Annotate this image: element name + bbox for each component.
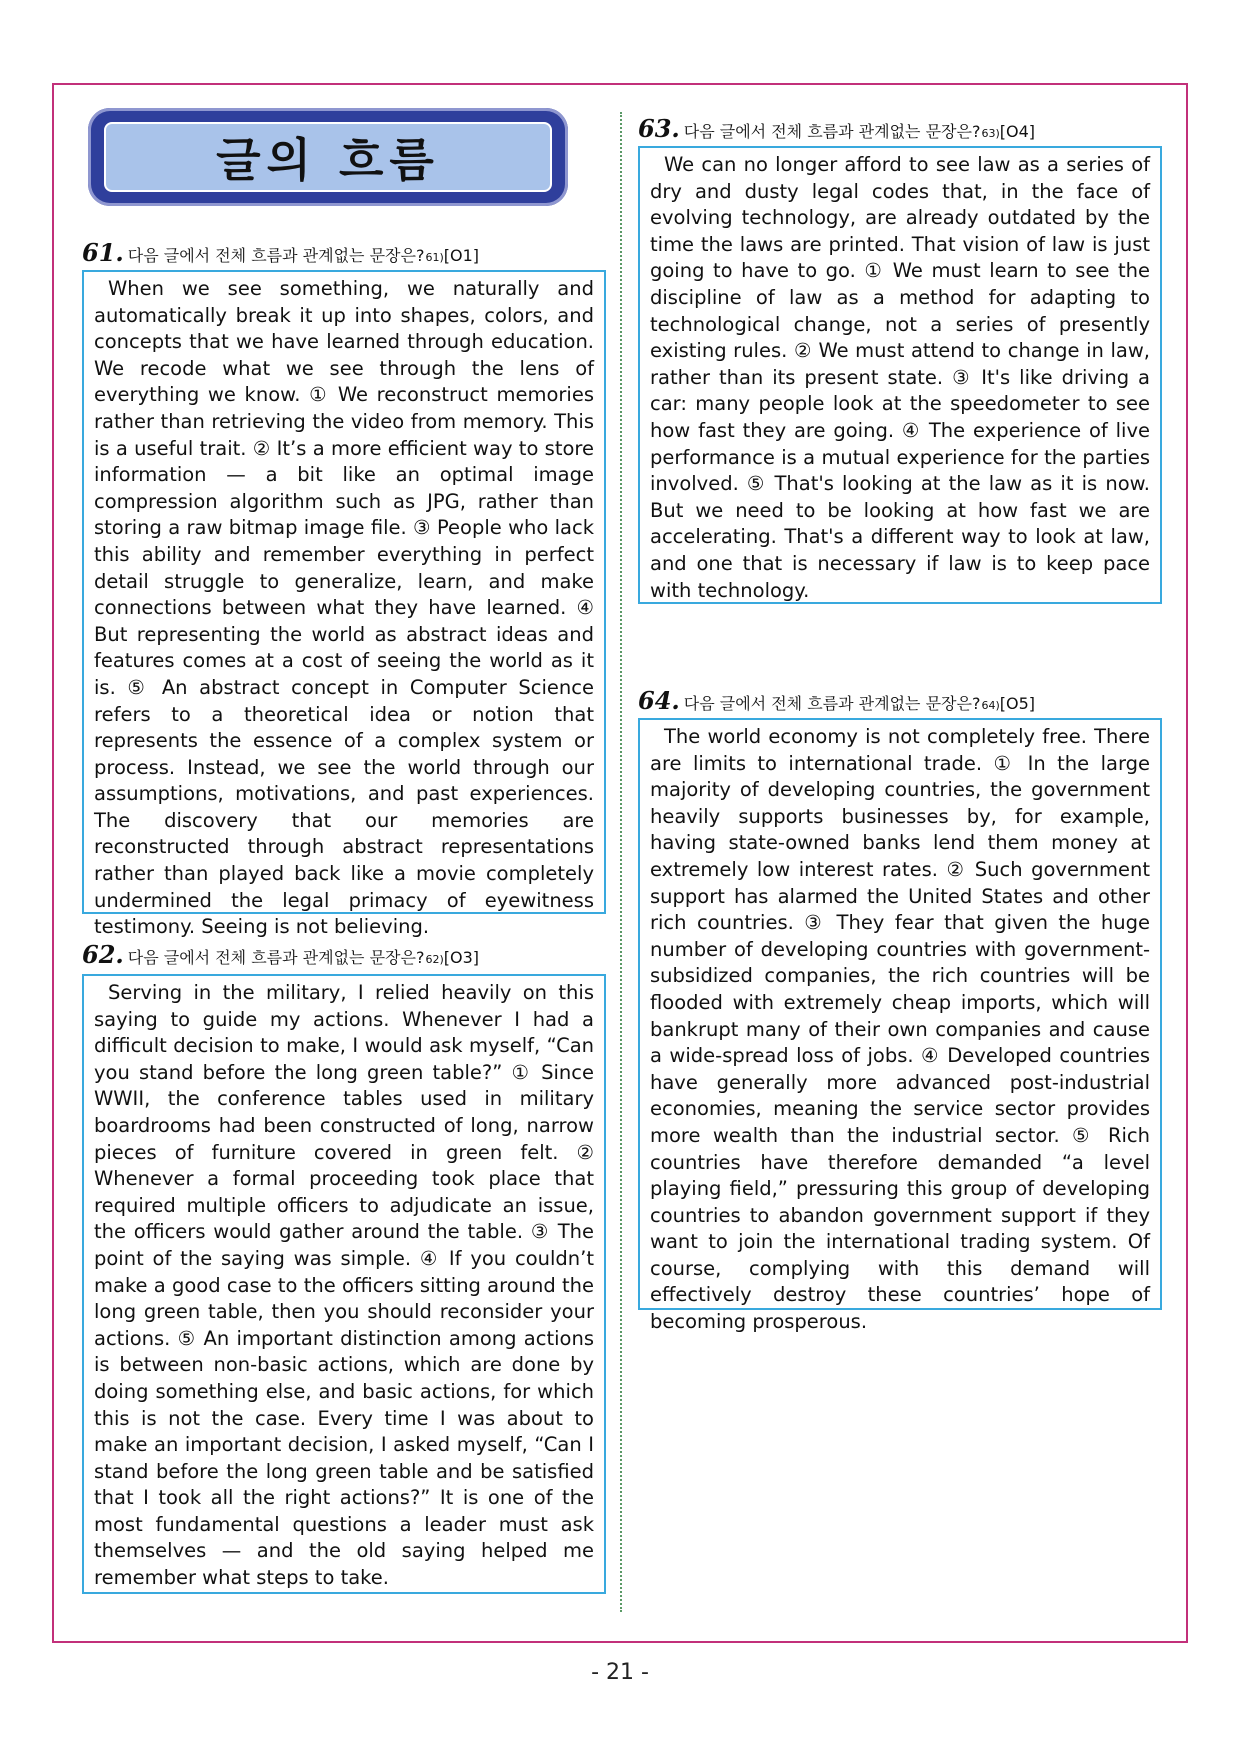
question-prompt: 다음 글에서 전체 흐름과 관계없는 문장은? xyxy=(683,122,981,141)
question-64-passage: The world economy is not completely free. There are limits to international trade. ① In the large majority of developing countries, the government heavily supports businesses by, for example, having state-owned banks lend them money at extremely low interest rates. ② Such government support has alarmed the United States and other rich countries. ③ They fear that given the huge number of developing countries with government-subsidized companies, the rich countries will be flooded with extremely cheap imports, which will bankrupt many of their own companies and cause a wide-spread loss of jobs. ④ Developed countries have generally more advanced post-industrial economies, meaning the service sector provides more wealth than the industrial sector. ⑤ Rich countries have therefore demanded “a level playing field,” pressuring this group of developing countries to abandon government support if they want to join the international trading system. Of course, complying with this demand will effectively destroy these countries’ hope of becoming prosperous. xyxy=(638,718,1162,1310)
question-ref: 64) xyxy=(981,699,1000,712)
question-ref: 61) xyxy=(425,251,444,264)
question-61-passage: When we see something, we naturally and automatically break it up into shapes, colors, and concepts that we have learned through education. We recode what we see through the lens of everything we know. ① We reconstruct memories rather than retrieving the video from memory. This is a useful trait. ② It’s a more efficient way to store information — a bit like an optimal image compression algorithm such as JPG, rather than storing a raw bitmap image file. ③ People who lack this ability and remember everything in perfect detail struggle to generalize, learn, and make connections between what they have learned. ④ But representing the world as abstract ideas and features comes at a cost of seeing the world as it is. ⑤ An abstract concept in Computer Science refers to a theoretical idea or notion that represents the essence of a complex system or process. Instead, we see the world through our assumptions, motivations, and past experiences. The discovery that our memories are reconstructed through abstract representations rather than played back like a movie completely undermined the legal primacy of eyewitness testimony. Seeing is not believing. xyxy=(82,270,606,914)
question-62-header xyxy=(82,940,479,969)
question-number: 61. xyxy=(82,238,124,267)
question-number: 64. xyxy=(638,686,680,715)
section-title-banner xyxy=(88,108,568,206)
question-63-passage: We can no longer afford to see law as a series of dry and dusty legal codes that, in the face of evolving technology, are already outdated by the time the laws are printed. That vision of law is just going to have to go. ① We must learn to see the discipline of law as a method for adapting to technological change, not a series of presently existing rules. ② We must attend to change in law, rather than its present state. ③ It's like driving a car: many people look at the speedometer to see how fast they are going. ④ The experience of live performance is a mutual experience for the parties involved. ⑤ That's looking at the law as it is now. But we need to be looking at how fast we are accelerating. That's a different way to look at law, and one that is necessary if law is to keep pace with technology. xyxy=(638,146,1162,604)
question-number: 62. xyxy=(82,940,124,969)
section-title: 글의 흐름 xyxy=(216,133,440,187)
question-code: [O3] xyxy=(443,948,480,967)
question-number: 63. xyxy=(638,114,680,143)
question-code: [O5] xyxy=(999,694,1036,713)
question-prompt: 다음 글에서 전체 흐름과 관계없는 문장은? xyxy=(127,948,425,967)
question-ref: 62) xyxy=(425,953,444,966)
question-prompt: 다음 글에서 전체 흐름과 관계없는 문장은? xyxy=(683,694,981,713)
question-61-header xyxy=(82,238,479,267)
question-62-passage: Serving in the military, I relied heavily on this saying to guide my actions. Whenever I had a difficult decision to make, I would ask myself, “Can you stand before the long green table?” ① Since WWII, the conference tables used in military boardrooms had been constructed of long, narrow pieces of furniture covered in green felt. ② Whenever a formal proceeding took place that required multiple officers to adjudicate an issue, the officers would gather around the table. ③ The point of the saying was simple. ④ If you couldn’t make a good case to the officers sitting around the long green table, then you should reconsider your actions. ⑤ An important distinction among actions is between non-basic actions, which are done by doing something else, and basic actions, for which this is not the case. Every time I was about to make an important decision, I asked myself, “Can I stand before the long green table and be satisfied that I took all the right actions?” It is one of the most fundamental questions a leader must ask themselves — and the old saying helped me remember what steps to take. xyxy=(82,974,606,1594)
question-code: [O1] xyxy=(443,246,480,265)
question-63-header xyxy=(638,114,1035,143)
question-64-header xyxy=(638,686,1035,715)
page-number: - 21 - xyxy=(591,1660,649,1685)
section-title-panel xyxy=(104,122,552,192)
column-divider xyxy=(620,112,622,1612)
question-code: [O4] xyxy=(999,122,1036,141)
question-prompt: 다음 글에서 전체 흐름과 관계없는 문장은? xyxy=(127,246,425,265)
question-ref: 63) xyxy=(981,127,1000,140)
